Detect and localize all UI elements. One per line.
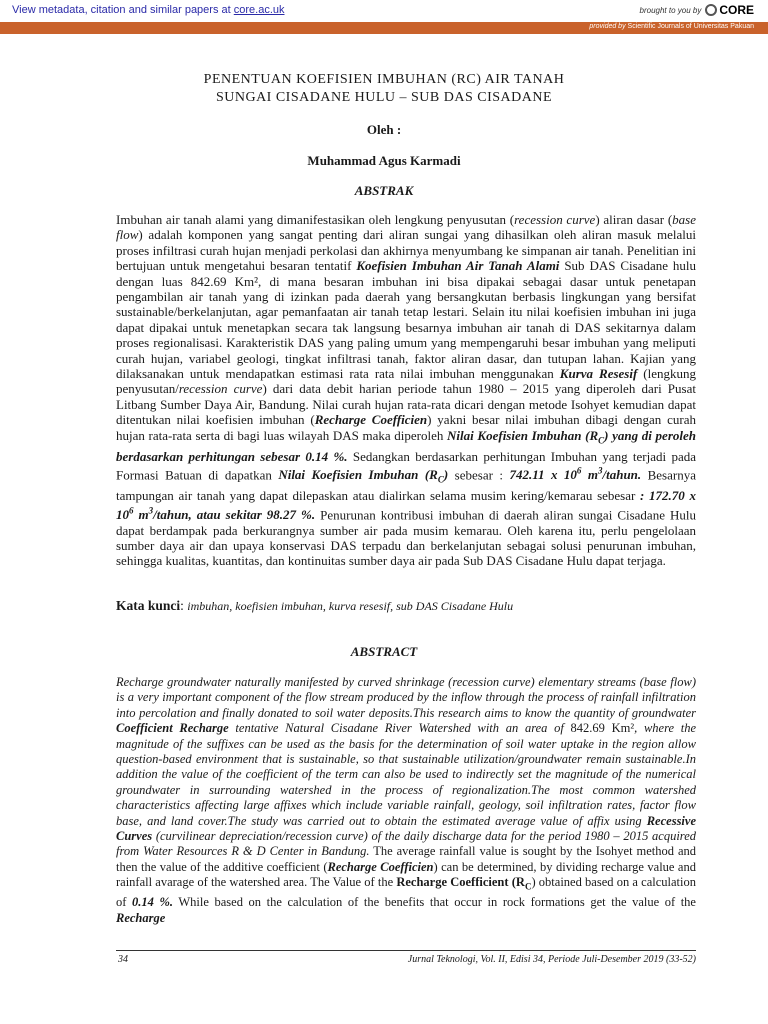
brought-by-text: brought to you by <box>639 5 702 15</box>
paper-title-line1: PENENTUAN KOEFISIEN IMBUHAN (RC) AIR TANAH <box>203 72 565 87</box>
author-name: Muhammad Agus Karmadi <box>307 153 461 168</box>
core-banner <box>0 0 768 22</box>
abstrak-heading: ABSTRAK <box>354 183 414 198</box>
abstract-heading: ABSTRACT <box>350 644 418 659</box>
metadata-note: View metadata, citation and similar papers at core.ac.uk <box>12 4 285 16</box>
provided-by: provided by Scientific Journals of Universitas Pakuan <box>589 23 754 30</box>
journal-citation: Jurnal Teknologi, Vol. II, Edisi 34, Periode Juli-Desember 2019 (33-52) <box>407 954 696 965</box>
footer-rule <box>116 950 696 951</box>
keywords-label: Kata kunci <box>116 598 181 613</box>
keywords: Kata kunci: imbuhan, koefisien imbuhan, kurva resesif, sub DAS Cisadane Hulu <box>116 598 514 613</box>
provider-bar <box>0 22 768 34</box>
core-logo: CORE <box>705 3 754 17</box>
page-number: 34 <box>118 954 128 965</box>
oleh-label: Oleh : <box>366 122 402 137</box>
core-link[interactable]: core.ac.uk <box>233 4 285 16</box>
abstract-paragraph: Recharge groundwater naturally manifested by curved shrinkage (recession curve) elementary streams (base flow) is a very important component of the flow stream produced by the inflow through the process of rainfall infiltration into percolation and finally donated to soil water deposits.This research aims to know the quantity of groundwater Coefficient Recharge tentative Natural Cisadane River Watershed with an area of 842.69 Km², where the magnitude of the suffixes can be used as the basis for the determination of soil water uptake in the region allow question-based environment that is sustainable, so that sustainable utilization/groundwater remain sustainable.In addition the value of the coefficient of the term can also be used to indirectly set the magnitude of the numerical groundwater in surrounding watershed in the process of regionalization.The most common watershed characteristics affecting large affixes which include variable rainfall, geology, soil infiltration rates, factor flow base, and land cover.The study was carried out to obtain the estimated average value of affix using Recessive Curves (curvilinear depreciation/recession curve) of the daily discharge data for the period 1980 – 2015 acquired from Water Resources R & D Center in Bandung. The average rainfall value is sought by the Isohyet method and then the value of the additive coefficient (Recharge Coefficien) can be determined, by dividing recharge value and rainfall avarage of the watershed area. The Value of the Recharge Coefficient $(R_C)$ obtained based on a calculation of 0.14 %. While based on the calculation of the benefits that occur in rock formations get the value of the Recharge <box>116 675 697 925</box>
keywords-text: imbuhan, koefisien imbuhan, kurva resesif, sub DAS Cisadane Hulu <box>187 599 514 613</box>
paper-title-line2: SUNGAI CISADANE HULU – SUB DAS CISADANE <box>215 90 553 105</box>
abstrak-paragraph: Imbuhan air tanah alami yang dimanifestasikan oleh lengkung penyusutan (recession curve) aliran dasar (base flow) adalah komponen yang sangat penting dari aliran sungai yang dihasilkan oleh aliran masuk melalui proses infiltrasi curah hujan menjadi perkolasi dan akhirnya menyumbang ke simpanan air tanah. Penelitian ini bertujuan untuk mengetahui besaran tentatif Koefisien Imbuhan Air Tanah Alami Sub DAS Cisadane hulu dengan luas 842.69 Km², di mana besaran imbuhan ini bisa dipakai sebagai dasar untuk penetapan pengambilan air tanah yang di izinkan pada daerah yang bersangkutan berbasis lingkungan yang bersifat sustainable/berkelanjutan, agar pemanfaatan air tanah tetap lestari. Selain itu nilai koefisien imbuhan ini juga dapat dipakai untuk menetapkan secara tak langsung besarnya imbuhan air tanah di DAS sekitarnya dalam proses regionalisasi. Karakteristik DAS yang paling umum yang mempengaruhi besar imbuhan yang meliputi curah hujan, variabel geologi, tingkat infiltrasi tanah, faktor aliran dasar, dan tutupan lahan. Kajian yang dilaksanakan untuk mendapatkan estimasi rata rata nilai imbuhan menggunakan Kurva Resesif (lengkung penyusutan/recession curve) dari data debit harian periode tahun 1980 – 2015 yang diperoleh dari Pusat Litbang Sumber Daya Air, Bandung. Nilai curah hujan rata-rata dicari dengan metode Isohyet kemudian dapat ditentukan nilai koefisien imbuhan (Recharge Coefficien) yakni besar nilai imbuhan dibagi dengan curah hujan rata-rata serta di bagi luas wilayah DAS maka diperoleh Nilai Koefisien Imbuhan $(R_C)$ yang di peroleh berdasarkan perhitungan sebesar 0.14 %. Sedangkan berdasarkan perhitungan Imbuhan yang terjadi pada Formasi Batuan di dapatkan Nilai Koefisien Imbuhan $(R_C)$ sebesar : 742.11 x $10^6$ $m^3$/tahun. Besarnya tampungan air tanah yang dapat dilepaskan atau dialirkan selama musim kering/kemarau sebesar : 172.70 x $10^6$ $m^3$/tahun, atau sekitar 98.27 %. Penurunan kontribusi imbuhan di daerah aliran sungai Cisadane Hulu dapat berdampak pada berkurangnya sumber air pada musim kemarau. Oleh karena itu, perlu pengelolaan sumber daya air dan upaya konservasi DAS terpadu dan berkelanjutan sebagai solusi penurunan imbuhan, sehingga kualitas, kuantitas, dan kontinuitas sumber daya air pada Sub DAS Cisadane Hulu dapat terjaga. <box>116 212 697 569</box>
core-logo-icon <box>705 4 717 16</box>
core-badge[interactable] <box>640 3 755 17</box>
